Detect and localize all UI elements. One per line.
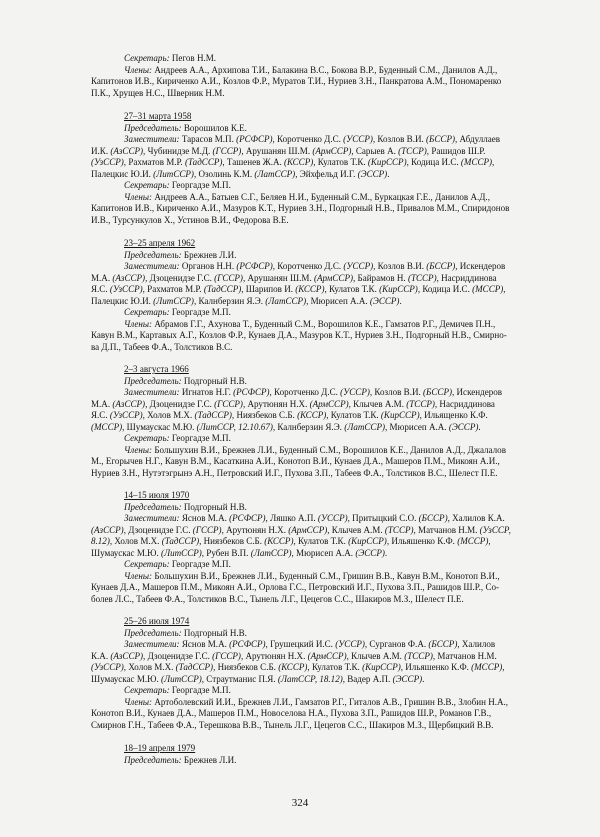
name-text: Георгадзе М.П.: [171, 559, 231, 570]
republic-label: (УзССР): [91, 662, 124, 673]
name-text: , Дзоценидзе Г.С.: [145, 398, 215, 409]
name-text: , Ниязбеков С.Б.: [199, 536, 265, 547]
republic-label: (АзССР): [110, 650, 144, 661]
role-label: Члены:: [124, 64, 155, 75]
name-text: Кунаев Д.А., Машеров П.М., Микоян А.И., Орлова Г.С., Петровский И.Г., Пухова З.П., Рашидов Ш.Р., Со-: [91, 582, 500, 593]
role-label: Заместители:: [124, 513, 182, 524]
name-text: , Холов М.Х.: [142, 410, 195, 421]
text-line: [0, 548, 600, 560]
name-text: , Насриддинова: [436, 272, 497, 283]
name-text: , Дзоценидзе Г.С.: [143, 650, 213, 661]
name-text: , Кодица И.С.: [406, 157, 461, 168]
republic-label: (КирССР): [348, 536, 387, 547]
republic-label: (УзССР): [109, 284, 143, 295]
role-line: [0, 559, 600, 571]
role-label: Председатель:: [124, 375, 184, 386]
republic-label: (ТССР): [398, 145, 427, 156]
name-text: , Клычев А.М.: [346, 650, 405, 661]
role-line: [0, 123, 600, 135]
name-text: , Матчанов Н.М.: [432, 650, 497, 661]
role-label: Председатель:: [124, 249, 184, 260]
role-line: [0, 134, 600, 146]
name-text: , Козлов В.И.: [369, 387, 424, 398]
name-text: , Халилов: [457, 639, 496, 650]
republic-label: (АрмССР): [288, 524, 328, 535]
name-text: , Шарипов И.: [241, 284, 296, 295]
name-text: , Кулатов Т.К.: [307, 662, 363, 673]
page-number: 324: [291, 797, 309, 809]
name-text: , Страутманис П.Я.: [201, 673, 278, 684]
name-text: М.А.: [91, 398, 113, 409]
name-text: И.В., Турсункулов Х., Устинов В.И., Федорова В.Е.: [91, 214, 289, 225]
republic-label: (ТадССР): [194, 410, 232, 421]
name-text: , Чубинидзе М.Д.: [143, 145, 213, 156]
republic-label: (ЛатССР, 18.12): [277, 673, 343, 684]
name-text: , Холов М.Х.: [109, 536, 162, 547]
text-line: [0, 399, 600, 411]
name-text: , Арушанян Ш.М.: [241, 145, 313, 156]
name-text: , Сурганов Ф.А.: [364, 639, 429, 650]
name-text: Подгорный Н.В.: [183, 375, 247, 386]
name-text: , Байрамов Н.: [352, 272, 408, 283]
role-label: Члены:: [124, 318, 155, 329]
name-text: , Матчанов Н.М.: [413, 524, 480, 535]
text-line: [0, 330, 600, 342]
text-line: [0, 146, 600, 158]
text-line: [0, 468, 600, 480]
name-text: Смирнов Г.Н., Табеев Ф.А., Терешкова В.В., Тынель Л.Г., Цецегов С.С., Шакиров М.З., Щербицкий В.В.: [91, 719, 494, 730]
role-line: [0, 571, 600, 583]
role-label: Секретарь:: [124, 685, 172, 696]
text-line: [0, 284, 600, 296]
republic-label: (ТадССР): [203, 284, 242, 295]
role-line: [0, 180, 600, 192]
text-line: [0, 76, 600, 88]
role-label: Председатель:: [124, 754, 184, 765]
republic-label: (ЛатССР): [250, 547, 292, 558]
name-text: , Рахматов М.Р.: [123, 157, 185, 168]
republic-label: (КирССР): [362, 662, 401, 673]
republic-label: (ТССР): [406, 398, 435, 409]
name-text: , Ильяшенко К.Ф.: [400, 662, 472, 673]
role-line: [0, 685, 600, 697]
session-date: 14–15 июля 1970: [124, 490, 190, 500]
name-text: Брежнев Л.И.: [183, 754, 237, 765]
republic-label: (АрмССР): [313, 272, 353, 283]
text-line: [0, 456, 600, 468]
republic-label: (ЛатССР): [344, 421, 386, 432]
session-1966: [0, 364, 600, 479]
republic-label: (УзССР,: [479, 524, 511, 535]
role-line: [0, 513, 600, 525]
name-text: , Шумаускас М.Ю.: [122, 421, 197, 432]
republic-label: (ГССР): [214, 398, 243, 409]
role-line: [0, 307, 600, 319]
republic-label: (ТССР): [404, 650, 433, 661]
text-line: [0, 157, 600, 169]
text-line: [0, 88, 600, 100]
name-text: Артоболевский И.И., Брежнев Л.И., Гамзатов Р.Г., Гиталов А.В., Гришин В.В., Злобин Н.А.,: [154, 696, 509, 707]
republic-label: (ЭССР): [355, 547, 385, 558]
name-text: , Коротченко Д.С.: [272, 261, 344, 272]
republic-label: (АзССР): [91, 524, 124, 535]
name-text: Георгадзе М.П.: [171, 180, 231, 191]
name-text: , Абдуллаев: [455, 134, 501, 145]
republic-label: (АрмССР): [307, 650, 347, 661]
republic-label: 8.12): [91, 536, 110, 547]
republic-label: (ТадССР): [184, 157, 223, 168]
republic-label: (АзССР): [112, 398, 146, 409]
name-text: .: [422, 673, 425, 684]
name-text: болев Л.С., Табеев Ф.А., Толстиков В.С., Тынель Л.Г., Цецегов С.С., Шакиров М.З., Шелест П.Е.: [91, 593, 464, 604]
name-text: , Арутюнян Н.Х.: [242, 398, 310, 409]
name-text: , Искендеров: [452, 387, 503, 398]
name-text: Брежнев Л.И.: [183, 249, 237, 260]
republic-label: (КССР): [264, 536, 294, 547]
republic-label: (БССР): [426, 261, 456, 272]
name-text: , Эйхфельд И.Г.: [295, 168, 358, 179]
name-text: , Ташенев Ж.А.: [222, 157, 285, 168]
name-text: , Кулатов Т.К.: [293, 536, 349, 547]
name-text: Георгадзе М.П.: [171, 433, 231, 444]
role-label: Члены:: [124, 696, 155, 707]
republic-label: (РСФСР): [233, 387, 270, 398]
name-text: , Насриддинова: [434, 398, 495, 409]
role-line: [0, 53, 600, 65]
name-text: , Коротченко Д.С.: [272, 134, 344, 145]
republic-label: (КССР): [278, 662, 308, 673]
republic-label: (ЛитССР): [153, 295, 194, 306]
name-text: , Ляшко А.П.: [265, 513, 318, 524]
name-text: И.К.: [91, 145, 111, 156]
republic-label: (ТССР): [407, 272, 437, 283]
role-line: [0, 65, 600, 77]
name-text: Органов Н.Н.: [181, 261, 237, 272]
session-date: 25–26 июля 1974: [124, 616, 190, 626]
session-1958: [0, 111, 600, 226]
name-text: , Озолинь К.М.: [193, 168, 255, 179]
republic-label: (КССР): [297, 410, 327, 421]
name-text: Георгадзе М.П.: [171, 685, 231, 696]
text-line: [0, 674, 600, 686]
name-text: , Вадер А.П.: [342, 673, 393, 684]
name-text: Яснов М.А.: [181, 639, 230, 650]
text-line: [0, 342, 600, 354]
republic-label: (УССР): [317, 513, 348, 524]
name-text: Нуриев З.Н., Нутэтэгрынэ А.Н., Петровский И.Г., Пухова З.П., Табеев Ф.А., Толстиков В.С., Шелест П.Е.: [91, 467, 498, 478]
name-text: Я.С.: [91, 410, 110, 421]
name-text: , Калнберзин Я.Э.: [193, 295, 266, 306]
name-text: , Кулатов Т.К.: [326, 410, 381, 421]
name-text: , Мюрисеп А.А.: [306, 295, 370, 306]
republic-label: (МССР): [91, 421, 123, 432]
republic-label: (БССР): [428, 639, 458, 650]
text-line: [0, 215, 600, 227]
republic-label: (АзССР): [110, 145, 144, 156]
session-date: 2–3 августа 1966: [124, 364, 189, 374]
role-label: Секретарь:: [124, 53, 172, 63]
republic-label: (БССР): [426, 134, 455, 145]
text-line: [0, 169, 600, 181]
name-text: , Ниязбеков С.Б.: [213, 662, 279, 673]
name-text: , Кулатов Т.К.: [324, 284, 380, 295]
name-text: Палецкис Ю.И.: [91, 168, 154, 179]
name-text: , Искендеров: [455, 261, 506, 272]
name-text: , Арутюнян Н.Х.: [221, 524, 289, 535]
name-text: .: [478, 421, 481, 432]
name-text: Яснов М.А.: [181, 513, 230, 524]
name-text: Подгорный Н.В.: [183, 501, 247, 512]
name-text: , Дзоценидзе Г.С.: [123, 524, 193, 535]
republic-label: (ЛатССР): [254, 168, 296, 179]
republic-label: (УССР): [335, 639, 365, 650]
name-text: ,: [488, 536, 491, 547]
text-line: [0, 296, 600, 308]
name-text: , Мюрисеп А.А.: [385, 421, 449, 432]
text-line: [0, 536, 600, 548]
republic-label: (АрмССР): [309, 398, 349, 409]
name-text: Абрамов Г.Г., Ахунова Т., Буденный С.М., Ворошилов К.Е., Гамзатов Р.Г., Демичев П.Н.,: [154, 318, 496, 329]
republic-label: (ЛитССР, 12.10.67): [196, 421, 273, 432]
role-label: Члены:: [124, 444, 155, 455]
role-label: Председатель:: [124, 122, 184, 133]
name-text: Подгорный Н.В.: [183, 627, 247, 638]
name-text: Андреев А.А., Батыев С.Г., Беляев Н.И., Буденный С.М., Буркацкая Г.Е., Данилов А.Д.,: [154, 191, 490, 202]
name-text: , Холов М.Х.: [123, 662, 176, 673]
name-text: , Кодица И.С.: [417, 284, 473, 295]
name-text: Конотоп В.И., Кунаев Д.А., Машеров П.М., Новоселова Н.А., Пухова З.П., Рашидов Ш.Р., Романов Г.В.,: [91, 708, 492, 719]
name-text: , Сарыев А.: [351, 145, 399, 156]
role-line: [0, 755, 600, 767]
name-text: Кавун В.М., Картавых А.Г., Козлов Ф.Р., Кунаев Д.А., Мазуров К.Т., Нуриев З.Н., Подгорный Н.В., Смирно-: [91, 330, 507, 341]
name-text: , Козлов В.И.: [372, 134, 427, 145]
republic-label: (МССР): [457, 536, 489, 547]
name-text: М.А.: [91, 272, 113, 283]
republic-label: (УзССР): [109, 410, 143, 421]
republic-label: (ГССР): [212, 145, 242, 156]
name-text: Шумаускас М.Ю.: [91, 547, 161, 558]
name-text: , Рахматов М.Р.: [142, 284, 204, 295]
session-1970: [0, 490, 600, 605]
name-text: .: [384, 547, 388, 558]
role-label: Члены:: [124, 570, 155, 581]
republic-label: (ЛитССР): [160, 673, 202, 684]
republic-label: (МССР): [472, 284, 504, 295]
intro-block: [0, 53, 600, 99]
republic-label: (ЛитССР): [153, 168, 194, 179]
name-text: , Мюрисеп А.А.: [291, 547, 356, 558]
name-text: Ворошилов К.Е.: [183, 122, 247, 133]
republic-label: (ЛатССР): [265, 295, 307, 306]
name-text: , Халилов К.А.: [447, 513, 505, 524]
name-text: Большухин В.И., Брежнев Л.И., Буденный С.М., Гришин В.В., Кавун В.М., Конотоп В.И.,: [154, 570, 500, 581]
role-label: Заместители:: [124, 134, 182, 145]
session-1974: [0, 616, 600, 731]
text-line: [0, 273, 600, 285]
name-text: , Клычев А.М.: [348, 398, 407, 409]
role-label: Заместители:: [124, 261, 182, 272]
republic-label: (ЭССР): [357, 168, 388, 179]
role-line: [0, 433, 600, 445]
session-date: 23–25 апреля 1962: [124, 238, 196, 248]
name-text: , Дзоценидзе Г.С.: [145, 272, 215, 283]
text-line: [0, 662, 600, 674]
name-text: , Коротченко Д.С.: [269, 387, 341, 398]
name-text: ,: [503, 284, 506, 295]
name-text: Я.С.: [91, 284, 110, 295]
republic-label: (ЭССР): [369, 295, 400, 306]
text-line: [0, 422, 600, 434]
name-text: Игнатов Н.Г.: [181, 387, 234, 398]
republic-label: (РСФСР): [236, 134, 273, 145]
republic-label: (УССР): [343, 261, 374, 272]
session-date: 18–19 апреля 1979: [124, 743, 196, 753]
text-line: [0, 582, 600, 594]
name-text: ,: [502, 662, 505, 673]
session-date: 27–31 марта 1958: [124, 111, 192, 121]
republic-label: (ЛитССР): [160, 547, 202, 558]
text-line: [0, 594, 600, 606]
republic-label: (МССР): [460, 157, 493, 168]
name-text: , Грушецкий И.С.: [265, 639, 336, 650]
republic-label: (ТадССР): [161, 536, 200, 547]
name-text: , Притыцкий С.О.: [347, 513, 419, 524]
republic-label: (ГССР): [192, 524, 222, 535]
role-line: [0, 192, 600, 204]
role-label: Заместители:: [124, 639, 182, 650]
name-text: , Арушанян Ш.М.: [242, 272, 314, 283]
name-text: Пегов Н.М.: [171, 53, 217, 63]
republic-label: (РСФСР): [229, 639, 266, 650]
name-text: , Ильяшенко К.Ф.: [386, 536, 458, 547]
republic-label: (ГССР): [214, 272, 243, 283]
name-text: Андреев А.А., Архипова Т.И., Балакина В.С., Бокова В.Р., Буденный С.М., Данилов А.Д.,: [154, 64, 498, 75]
name-text: , Кулатов Т.К.: [313, 157, 368, 168]
role-label: Секретарь:: [124, 180, 172, 191]
republic-label: (ГССР): [212, 650, 241, 661]
role-line: [0, 502, 600, 514]
role-label: Председатель:: [124, 501, 184, 512]
name-text: .: [399, 295, 402, 306]
name-text: , Ильященко К.Ф.: [419, 410, 488, 421]
republic-label: (РСФСР): [236, 261, 273, 272]
name-text: Палецкис Ю.И.: [91, 295, 154, 306]
role-line: [0, 319, 600, 331]
text-line: [0, 708, 600, 720]
republic-label: (АрмССР): [312, 145, 352, 156]
republic-label: (УзССР): [91, 157, 124, 168]
text-line: [0, 410, 600, 422]
republic-label: (УССР): [340, 387, 370, 398]
name-text: , Рубен В.П.: [201, 547, 251, 558]
role-label: Заместители:: [124, 387, 182, 398]
name-text: П.К., Хрущев Н.С., Шверник Н.М.: [91, 87, 225, 98]
republic-label: (КССР): [284, 157, 314, 168]
republic-label: (РСФСР): [229, 513, 266, 524]
republic-label: (ТадССР): [175, 662, 214, 673]
name-text: , Калнберзин Я.Э.: [272, 421, 345, 432]
name-text: Георгадзе М.П.: [171, 307, 231, 318]
name-text: , Ниязбеков С.Б.: [231, 410, 298, 421]
name-text: ,: [492, 157, 495, 168]
role-line: [0, 639, 600, 651]
role-label: Члены:: [124, 191, 155, 202]
name-text: М., Егорычев Н.Г., Кавун В.М., Касаткина А.И., Конотоп В.И., Кунаев Д.А., Машеров П.М., Микоян А.И.,: [91, 456, 500, 467]
republic-label: (ЭССР): [392, 673, 423, 684]
role-line: [0, 697, 600, 709]
role-label: Секретарь:: [124, 559, 172, 570]
role-line: [0, 261, 600, 273]
republic-label: (КирССР): [380, 410, 420, 421]
name-text: Большухин В.И., Брежнев Л.И., Буденный С.М., Ворошилов К.Е., Данилов А.Д., Джалалов: [154, 444, 506, 455]
role-label: Секретарь:: [124, 307, 172, 318]
text-line: [0, 525, 600, 537]
name-text: , Клычев А.М.: [327, 524, 385, 535]
republic-label: (КССР): [295, 284, 325, 295]
republic-label: (ТССР): [384, 524, 414, 535]
name-text: .: [387, 168, 390, 179]
role-label: Председатель:: [124, 627, 184, 638]
text-line: [0, 720, 600, 732]
role-line: [0, 250, 600, 262]
republic-label: (МССР): [471, 662, 503, 673]
name-text: , Козлов В.И.: [373, 261, 427, 272]
session-1979: [0, 743, 600, 766]
name-text: Тарасов М.П.: [181, 134, 237, 145]
role-label: Секретарь:: [124, 433, 172, 444]
republic-label: (КирССР): [379, 284, 418, 295]
republic-label: (КирССР): [367, 157, 407, 168]
name-text: К.А.: [91, 650, 111, 661]
name-text: , Рашидов Ш.Р.: [426, 145, 486, 156]
role-line: [0, 376, 600, 388]
name-text: , Арутюнян Н.Х.: [240, 650, 308, 661]
role-line: [0, 628, 600, 640]
republic-label: (ЭССР): [448, 421, 479, 432]
republic-label: (БССР): [418, 513, 448, 524]
session-1962: [0, 238, 600, 353]
name-text: Капитонов И.В., Кириченко А.И., Козлов Ф.Р., Муратов Т.И., Нуриев З.Н., Панкратова А.М., Пономаренко: [91, 76, 502, 87]
text-line: [0, 651, 600, 663]
role-line: [0, 387, 600, 399]
text-line: [0, 203, 600, 215]
name-text: Капитонов И.В., Кириченко А.И., Мазуров К.Т., Нуриев З.Н., Подгорный Н.В., Привалов М.М., Спиридонов: [91, 203, 510, 214]
republic-label: (УССР): [343, 134, 373, 145]
republic-label: (БССР): [423, 387, 452, 398]
role-line: [0, 445, 600, 457]
name-text: Шумаускас М.Ю.: [91, 673, 161, 684]
name-text: ва Д.П., Табеев Ф.А., Толстиков В.С.: [91, 341, 233, 352]
republic-label: (АзССР): [112, 272, 146, 283]
